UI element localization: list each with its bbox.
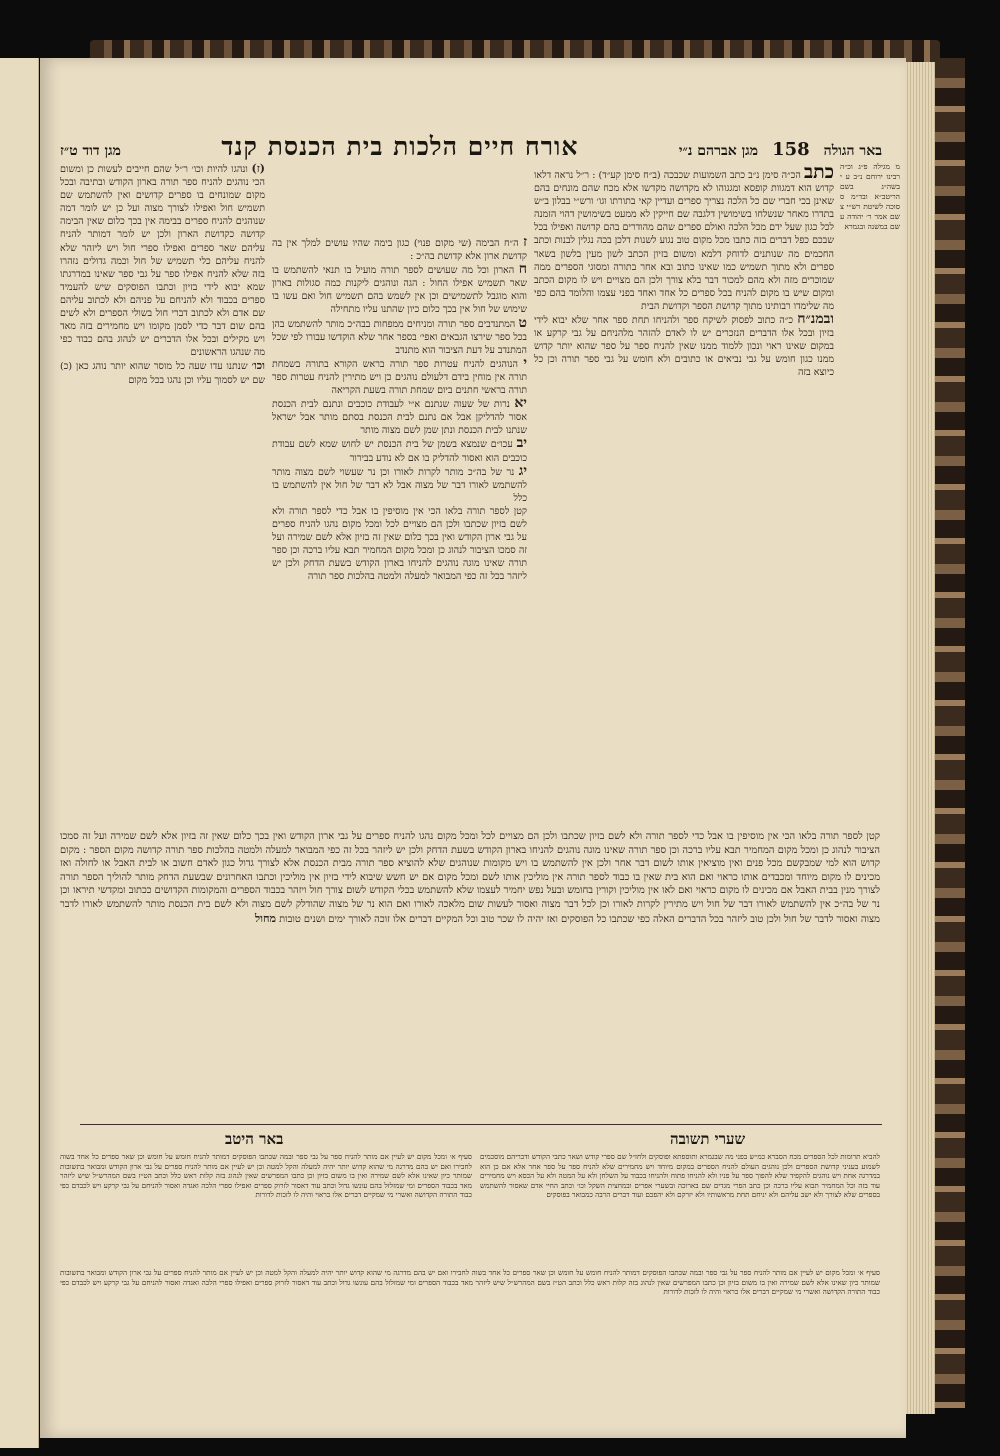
header-right-label: באר הגולה (823, 143, 882, 159)
section-marker: יג (518, 462, 527, 479)
wide-block (60, 830, 880, 1120)
middle-section-6 (272, 437, 527, 464)
margin-note (840, 162, 900, 342)
section-marker: ט (518, 314, 527, 331)
wide-block-text: קטן לספר תורה בלאו הכי אין מוסיפין בו אבל כדי לספר תורה ולא לשם בזיון שכתבו ולכן הם מצויים לכל ומכל מקום נהגו להניח ספרים על גבי ארון הקודש ואין בכך כלום שאין זה בזיון אלא לשם שמירה ועל זה סמכו הציבור לנהוג כן ומכל מקום המחמיר תבא עליו ברכה וכן ספר תורה שאינו מוגה נוהגים להניחו בארון הקודש בשעת הדחק ולכן יש ליזהר בכל זה כפי המבואר למעלה ולמטה בהלכות ספר תורה (60, 831, 880, 856)
section-marker: ח (518, 261, 527, 278)
bottom-right-heading: שערי תשובה (670, 1130, 746, 1148)
book-page (40, 58, 906, 1438)
book-cover-right (935, 58, 965, 1408)
column-right-lead: כתב (803, 162, 834, 183)
column-right (534, 162, 834, 667)
bottom-left-text: סעיף א׳ ומכל מקום יש לעיין אם מותר להניח ספר על גבי ספר ובמה שכתבו הפוסקים דמותר להניח חומש על חומש וכן שאר ספרים כל אחד בשוה לחבירו ואם יש בהם מדרגה מי שהוא קדוש יותר יהיה למעלה והקל למטה וכן יש לעיין אם מותר להניח ספרים על גבי ארון הקודש ומבואר בתשובות שמותר כיון שאינו אלא לשם שמירה ואין בו משום בזיון וכן כתבו המפרשים שאין לנהוג בזה קלות ראש כלל וכתב הט״ז בשם המהרש״ל שיש ליזהר מאד בכבוד הספרים ומי שמזלזל בהם עונשו גדול וכתב עוד דאסור לזרוק ספרים ואפילו ספרי הלכה ואגדה ואסור להניחם על גבי קרקע ויש לכבדם כפי כבוד התורה הקדושה ואשרי מי שמקיים דברים אלו כראוי והיה לו לזכות לדורות (60, 1152, 472, 1200)
section-marker: יא (514, 395, 527, 412)
middle-continuation: קטן לספר תורה בלאו הכי אין מוסיפין בו אבל כדי לספר תורה ולא לשם בזיון שכתבו ולכן הם מצויים לכל ומכל מקום נהגו להניח ספרים על גבי ארון הקודש ואין בכך כלום שאין זה בזיון אלא לשם שמירה ועל זה סמכו הציבור לנהוג כן ומכל מקום המחמיר תבא עליו ברכה וכן ספר תורה שאינו מוגה נוהגים להניחו בארון הקודש בשעת הדחק ולכן יש ליזהר בכל זה כפי המבואר למעלה ולמטה בהלכות ספר תורה (272, 505, 527, 583)
column-right-text: הכ״ה סימן נ״ב כתב השמועות שכבכה (ב״ח סימן קע״ד) : ר״ל נראה דלאו קדוש הוא דמגוות קופסא ומגגוהו לא מקדושה מקדשו אלא מכח שהם מונחים בהם שאינן בכי חברי שם כל הלכה נצריך ספרים ועדיין קאי בתורתו וגו׳ ורש״י בבלון ב״ש בתדרו מאחר שנשלחו בשימושין דלגבה שם חייקין לא ממעט בשימושין דהוי הזמנה לכל כגון שעל ידם מכל הלכה ואולם ספרים שהם מהודרים בהם קדושה ואפילו בכל שבכם כפל דברים בזה כתבו מכל מקום טוב נגוע לשנות דלכן בכה נגלין לבנות וכתב החכמים מה שנותנים לדוחק דלמא ומשום בזיון הכתב לשון מעין בלשון בשאר ספרים ולא מתוך תשמיש כמו שאינו כתוב ובא אחר בתורה ומסוגי הספרים ממה שמוכרים מזה ולא מהם למכור דבר בלא צורך ולכן הם מצויים ויש לו מקום הכתב ומקום שיש בו מקום להניח בכל ספרים כל אחד ואחד בפני עצמו והלומד בהם כפי מה שלימדו רבותינו מתוך קדושת הספר וקדושת הבית (534, 170, 834, 312)
column-left-foot-text: שנתנו עדו שעה כל מוסר שהוא יותר נוהג כאן (כ) שם יש לסמוך עליו וכן נהגו בכל מקום (60, 361, 265, 386)
section-marker: ז (523, 236, 527, 250)
column-middle (272, 236, 527, 826)
running-header (60, 132, 882, 160)
bottom-left-heading: באר היטב (225, 1130, 284, 1148)
bottom-right-text: להביא תרומות לכל הספרים מכח הסברא כמ״ש בפני מה שבגמרא ותוספתא ופוסקים ולחז״ל שם ספרי קודש ושאר כתבי הקודש ודבריהם מוסכמים לשמוע בעניני קדושת הספרים ולכן נוהגים העולם להניח הספרים במקום מיוחד ויש מחמירים שלא להניח ספר על ספר אחר אלא אם כן הוא במדרגה אחת ויש נוהגים להקפיד שלא להפוך ספר על פניו ולא להניחו פתוח ולהניחו בכבוד על השלחן ולא על המטה ולא על הכסא ויש מחמירים עוד בזה וכל המחמיר תבוא עליו ברכה וכן כתב הפרי מגדים שם בארוכה ובשערי אפרים ובמחצית השקל וכו׳ וכתב החיי אדם שאסור להשתמש בספרים שלא לצורך ולא ישב עליהם ולא יניחם תחת מראשותיו ולא יזרקם ולא יהפכם ועוד דברים הרבה כמבואר בפוסקים (480, 1152, 880, 1200)
wide-block-end-word: מחול (255, 911, 277, 925)
section-text: הארון וכל מה שעושים לספר תורה מועיל בו תנאי להשתמש בו שאר תשמיש אפילו החול : הגה ונוהגים ליקנות כמה סגולות בארון והוא מוגבל לתשמישים וכן אין לשמש בהם תשמיש חול ואם עשו בו שימוש של חול אין בכך כלום כיון שהתנו עליו מתחילה (272, 265, 527, 316)
section-marker: יב (516, 435, 527, 452)
middle-section-1 (272, 236, 527, 263)
header-magen-avraham: מגן אברהם נ״י (678, 143, 759, 159)
bottom-fine-print-text: סעיף א׳ ומכל מקום יש לעיין אם מותר להניח ספר על גבי ספר ובמה שכתבו הפוסקים דמותר להניח חומש על חומש וכן שאר ספרים כל אחד בשוה לחבירו ואם יש בהם מדרגה מי שהוא קדוש יותר יהיה למעלה והקל למטה וכן יש לעיין אם מותר להניח ספרים על גבי ארון הקודש ומבואר בתשובות שמותר כיון שאינו אלא לשם שמירה ואין בו משום בזיון וכן כתבו המפרשים שאין לנהוג בזה קלות ראש כלל וכתב הט״ז בשם המהרש״ל שיש ליזהר מאד בכבוד הספרים ומי שמזלזל בהם עונשו גדול וכתב עוד דאסור לזרוק ספרים ואפילו ספרי הלכה ואגדה ואסור להניחם על גבי קרקע ויש לכבדם כפי כבוד התורה הקדושה ואשרי מי שמקיים דברים אלו כראוי והיה לו לזכות לדורות (60, 1268, 880, 1297)
column-right-bottom-lead: ובמנ״ח (797, 311, 834, 328)
page-number: 158 (772, 139, 810, 160)
column-left-foot-lead: וכו׳ (251, 359, 265, 373)
middle-section-7 (272, 462, 527, 505)
bottom-left-commentary (60, 1152, 472, 1264)
middle-section-4 (272, 354, 527, 397)
divider-line (80, 1124, 882, 1125)
wide-block-main: קדושה מקום הספר : מקום קדוש הוא למי שמבקשם מכל פנים ואין מוציאין אותו לשום דבר אחר ולכן אין להשתמש בו ויש מקומות שנוהגים שלא להוציא ספר תורה מבית הכנסת אלא לצורך גדול כגון לאדם חשוב או לבית האבל או לחולה ואז מכינים לו מקום מיוחד ומכבדים אותו כראוי ואם הוא בית שאין בו כבוד לספר תורה אין מוליכין אותו לשם ומכל מקום אם יש חשש שיבוא לידי בזיון אין מוליכין וכתבו האחרונים שבשעת הדחק מותר להוליך הספר תורה לצורך מנין בבית האבל אם מכינים לו מקום כראוי ואם לאו אין מוליכין וקורין בחומש ובעל נפש יחמיר לעצמו שלא להשתמש בכלי הקודש לשום צורך חול ויזהר בכבוד הספרים והמקומות הקדושים ככתוב ומקדשי תיראו וכן נר של בה״כ אין להשתמש לאורו דבר של חול ויש מתירין לקרות לאורו וכן לכל דבר מצוה ואסור לעשות שום מלאכה לאורו ואם הוא נר של מצוה שהודלק לשם מצוה ולא לשם בית הכנסת מותר להשתמש לאורו לדבר מצוה ואסור לדבר של חול ולכן טוב ליזהר בכל הדברים האלה כפי שכתבו כל הפוסקים ואז יהיה לו שכר טוב וכל המקיים דברים אלו זוכה לאורך ימים ושנים טובות (60, 844, 880, 925)
section-text: הנוהגים להניח עטרות ספר תורה בראש הקורא בתורה בשמחת תורה אין מוחין בידם דלעולם נוהגים כן ויש מתירין להניח עטרות ספר תורה בראשי חתנים ביום שמחת תורה בשעת הקריאה (272, 358, 527, 397)
column-left (60, 162, 265, 826)
bottom-fine-print (60, 1268, 880, 1340)
section-text: נרות של שעוה שנתנם א״י לעבודת כוכבים ונתנם לבית הכנסת אסור להדליקן אבל אם נתנם לבית הכנסת בסתם מותר אבל ישראל שנתנו לבית הכנסת ונתן שמן לשם מצוה מותר (272, 399, 527, 437)
bottom-right-commentary (480, 1152, 880, 1264)
section-marker: י (523, 354, 527, 371)
middle-section-2 (272, 263, 527, 316)
margin-note-text: מ מגילה פ״ג וכ״ה רבינו ירוחם נ״ב ע י בשה״ג בשם הריטב״א ובד״מ ס סוכה לשיטת רש״י צ שם אמר ר׳ יהודה ע שם במשנה ובגמרא (840, 162, 900, 231)
column-left-text: ונהגו להיות וכו׳ ר״ל שהם חייבים לעשות כן ומשום הכי נוהגים להניח ספר תורה בארון הקודש ובתיבה ובכל מקום שמונחים בו ספרים קדושים ואין להשתמש שם תשמיש חול ואפילו לצורך מצוה ועל כן יש לומר דמה שנוהגים להניח ספרים בבימה אין בכך כלום שאין הבימה קדושה כקדושת הארון ולכן יש לומר דמותר להניח עליהם שאר ספרים ואפילו ספרי חול ויש ליזהר שלא להניח עליהם כלי תשמיש של חול וכמה גדולים נזהרו בזה שלא להניח אפילו ספר על גבי ספר שאינו במדרגתו שמא יבוא לידי בזיון וכתבו הפוסקים שיש להעמיד ספרים בכבוד ולא להניחם על פניהם ולא לכתוב עליהם שם אדם ולא לכתוב דברי חול בשולי הספרים ולא לשים בהם שום דבר כדי לסמן מקומו ויש מחמירים בזה מאד ויש מקילים ובכל אלו הדברים יש לנהוג בהם כבוד כפי מה שנהגו הראשונים (60, 164, 265, 359)
section-text: המתנדבים ספר תורה ומניחים ממפחות בבה״כ מותר להשתמש בהן בכל ספר שירצו הגבאים ואפי׳ בספר אחר שלא הוקדשו עבורו לפי שכל המתנדב על דעת הציבור הוא מתנדב (272, 318, 527, 356)
column-left-marker: (ז) (251, 162, 265, 175)
page-edges (905, 62, 935, 1414)
section-text: עכו״ם שנמצא בשמן של בית הכנסת יש לחוש שמא לשם עבודת כוכבים הוא ואסור להדליק בו אם לא נודע בבירור (272, 439, 527, 464)
middle-section-5 (272, 397, 527, 437)
left-page-edge (0, 58, 39, 1448)
header-far-left-label: מגן דוד ט״ז (60, 143, 121, 159)
page-title: אורח חיים הלכות בית הכנסת קנד (221, 132, 579, 161)
section-text: נר של בה״כ מותר לקרות לאורו וכן נר שעשוי לשם מצוה מותר להשתמש לאורו דבר של מצוה אבל לא דבר של חול אין להשתמש בו כלל (272, 466, 527, 504)
section-text: ה״ח הבימה (שי מקום פנוי) כגון בימה שהיו עושים למלך אין בה קדושת ארון אלא קדושת בה״כ : (272, 238, 527, 263)
column-right-bottom-text: כ״ה כתוב לפסוק לשיקח ספר ולהניחו תחת ספר אחר שלא יבוא לידי בזיון ובכל אלו הדברים הנזכרים יש לו לאדם להזהר מלהניחם על גבי קרקע או במקום שאינו ראוי ונכון ללמוד ממנו שאין להניח ספר על ספר שהוא יותר קדוש ממנו כגון חומש על גבי נביאים או כתובים ולא חומש על גבי ספר תורה וכן כל כיוצא בזה (534, 315, 834, 379)
middle-section-3 (272, 314, 527, 357)
